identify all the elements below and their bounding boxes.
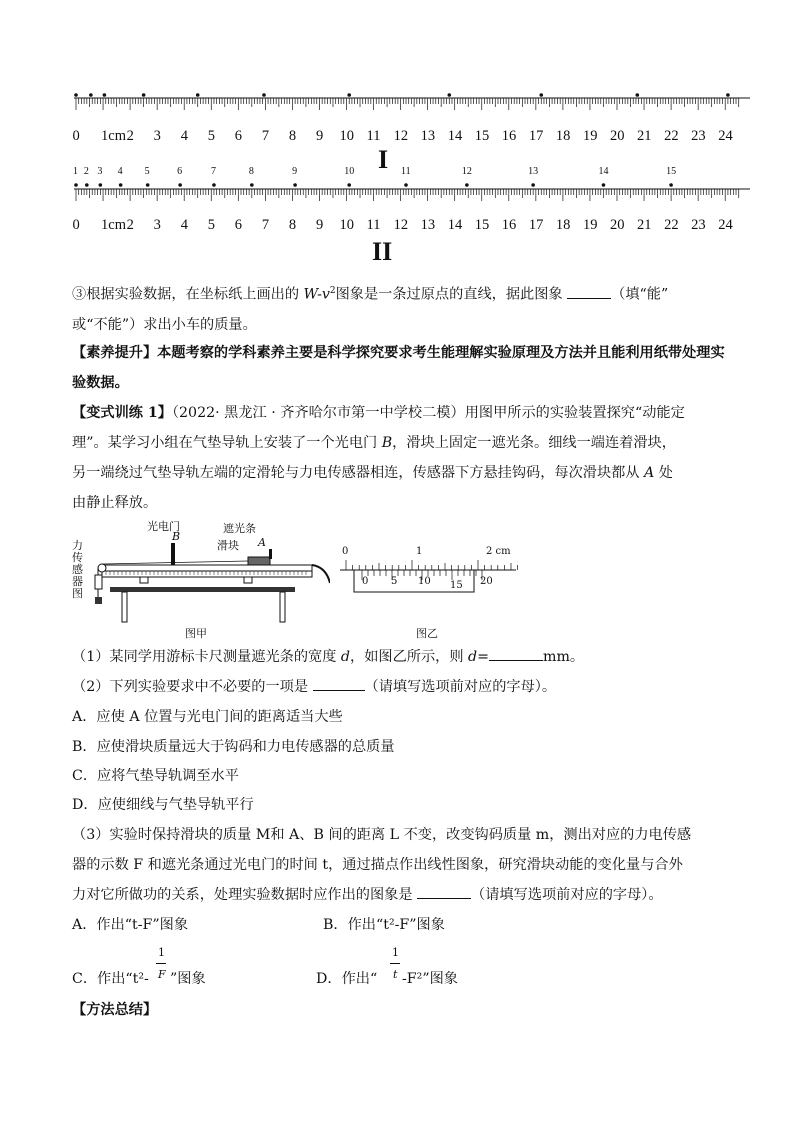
ruler-label: 11 bbox=[366, 128, 381, 144]
tape-dot bbox=[404, 183, 408, 187]
dot-label: 1 bbox=[73, 166, 78, 177]
ruler-label: 5 bbox=[207, 217, 215, 233]
ruler-label: 19 bbox=[582, 128, 598, 144]
tape-dot bbox=[196, 93, 200, 97]
tape-dot bbox=[602, 183, 606, 187]
option-B: B．应使滑块质量远大于钩码和力电传感器的总质量 bbox=[72, 739, 395, 755]
vernier-sub-4: 20 bbox=[480, 576, 493, 587]
dot-label: 10 bbox=[344, 166, 355, 177]
choice-D: D．作出“ 1 t -F²”图象 bbox=[316, 946, 458, 987]
question-1: （1）某同学用游标卡尺测量遮光条的宽度 d，如图乙所示，则 d= mm。 bbox=[72, 642, 732, 672]
tape-1-label: I bbox=[378, 145, 389, 174]
figure-apparatus bbox=[70, 515, 330, 640]
tape-dot bbox=[74, 183, 78, 187]
ruler-label: 8 bbox=[288, 128, 297, 144]
ruler-label: 17 bbox=[528, 217, 544, 233]
ruler-label: 15 bbox=[474, 217, 490, 233]
tape-1-ticks bbox=[76, 98, 739, 110]
vernier-sub-0: 0 bbox=[362, 576, 369, 587]
ruler-label: 7 bbox=[261, 217, 270, 233]
tape-1-dots bbox=[74, 93, 730, 97]
ruler-label: 3 bbox=[153, 128, 161, 144]
ruler-label: 23 bbox=[691, 217, 706, 233]
dot-label: 15 bbox=[666, 166, 677, 177]
variant-training: 【变式训练 1】（2022· 黑龙江 · 齐齐哈尔市第一中学校二模）用图甲所示的实验装置探究“动能定 理”。某学习小组在气垫导轨上安装了一个光电门 B，滑块上固定一遮光条。细线一端连着滑块， 另一端绕过气垫导轨左端的定滑轮与力电传感器相连，传感器下方悬挂钩码，每次滑块都从 A 处 由静止释放。 bbox=[72, 405, 685, 511]
tape-dot bbox=[146, 183, 150, 187]
tape-dot bbox=[293, 183, 297, 187]
figure-vernier bbox=[336, 540, 526, 640]
ruler-label: 23 bbox=[691, 128, 706, 144]
ruler-label: 14 bbox=[447, 128, 463, 144]
ruler-label: 11 bbox=[366, 217, 381, 233]
tape-1-ruler-labels bbox=[60, 128, 760, 148]
label-sensor: 力 传 感 器 图 bbox=[72, 539, 83, 600]
ruler-label: 4 bbox=[180, 217, 188, 233]
tape-dot bbox=[726, 93, 730, 97]
ruler-label: 16 bbox=[501, 128, 517, 144]
ruler-label: 6 bbox=[234, 217, 243, 233]
vernier-main-1: 1 bbox=[416, 546, 423, 557]
dot-label: 14 bbox=[598, 166, 609, 177]
ruler-label: 2 bbox=[126, 128, 134, 144]
tape-2-ticks bbox=[76, 189, 739, 201]
tape-dot bbox=[74, 93, 78, 97]
label-shade: 遮光条 bbox=[223, 522, 256, 535]
tape-dot bbox=[212, 183, 216, 187]
caption-figure-a: 图甲 bbox=[185, 627, 207, 640]
tape-dot bbox=[103, 93, 107, 97]
answer-blank[interactable] bbox=[567, 284, 611, 299]
ruler-label: 16 bbox=[501, 217, 517, 233]
label-B: B bbox=[172, 530, 181, 543]
ruler-label: 20 bbox=[610, 128, 625, 144]
dot-label: 7 bbox=[210, 166, 216, 177]
vernier-main-0: 0 bbox=[342, 546, 349, 557]
ruler-label: 6 bbox=[234, 128, 243, 144]
tape-dot bbox=[669, 183, 673, 187]
ruler-label: 9 bbox=[315, 217, 324, 233]
ruler-label: 22 bbox=[664, 128, 679, 144]
tape-dot bbox=[347, 93, 351, 97]
tape-2-dots bbox=[74, 183, 673, 187]
tape-2-label: II bbox=[372, 237, 393, 266]
dot-label: 12 bbox=[461, 166, 472, 177]
tape-dot bbox=[89, 93, 93, 97]
tape-dot bbox=[465, 183, 469, 187]
label-photogate: 光电门 bbox=[147, 520, 180, 533]
tape-dot bbox=[142, 93, 146, 97]
ruler-label: 20 bbox=[610, 217, 625, 233]
option-D: D．应使细线与气垫导轨平行 bbox=[72, 797, 254, 813]
ruler-label: 18 bbox=[555, 217, 571, 233]
answer-blank-q2[interactable] bbox=[313, 676, 365, 691]
ruler-label: 9 bbox=[315, 128, 324, 144]
ruler-label: 13 bbox=[420, 217, 436, 233]
dot-label: 3 bbox=[97, 166, 103, 177]
tape-2-ruler-labels bbox=[60, 217, 760, 237]
choice-A: A．作出“t-F”图象 bbox=[72, 917, 189, 933]
dot-label: 5 bbox=[144, 166, 150, 177]
vernier-sub-3: 15 bbox=[450, 580, 463, 591]
ruler-label: 12 bbox=[393, 128, 409, 144]
dot-label: 13 bbox=[528, 166, 539, 177]
caption-figure-b: 图乙 bbox=[416, 627, 438, 640]
dot-label: 11 bbox=[401, 166, 411, 177]
tape-dot bbox=[85, 183, 89, 187]
option-A: A．应使 A 位置与光电门间的距离适当大些 bbox=[72, 709, 343, 725]
dot-label: 4 bbox=[117, 166, 123, 177]
ruler-label: 4 bbox=[180, 128, 188, 144]
vernier-sub-1: 5 bbox=[391, 576, 398, 587]
answer-blank-d[interactable] bbox=[489, 646, 543, 661]
ruler-label: 3 bbox=[153, 217, 161, 233]
method-summary: 【方法总结】 bbox=[72, 1002, 158, 1018]
ruler-label: 8 bbox=[288, 217, 297, 233]
tape-dot bbox=[447, 93, 451, 97]
ruler-label: 24 bbox=[718, 217, 733, 233]
question-3b: （3）实验时保持滑块的质量 M和 A、B 间的距离 L 不变，改变钩码质量 m，测出对应的力电传感 器的示数 F 和遮光条通过光电门的时间 t，通过描点作出线性图象，研究滑块动能的变化量与合外 力对它所做功的关系，处理实验数据时应作出的图象是 （请填写选项前对应的字母）。 bbox=[72, 827, 692, 903]
tape-dot bbox=[250, 183, 254, 187]
ruler-label: 10 bbox=[339, 128, 354, 144]
ruler-label: 7 bbox=[261, 128, 270, 144]
choice-B: B．作出“t²-F”图象 bbox=[323, 917, 445, 933]
tape-dot bbox=[262, 93, 266, 97]
apparatus-drawing bbox=[70, 515, 330, 625]
question-3-text: ③根据实验数据，在坐标纸上画出的 $W-v^2$图象是一条过原点的直线，据此图象 （填“能” 或“不能”）求出小车的质量。 bbox=[72, 276, 732, 340]
label-A: A bbox=[258, 536, 266, 549]
dot-label: 9 bbox=[292, 166, 298, 177]
ruler-label: 10 bbox=[339, 217, 354, 233]
answer-blank-q3[interactable] bbox=[417, 884, 471, 899]
dot-label: 2 bbox=[83, 166, 89, 177]
ruler-label: 12 bbox=[393, 217, 409, 233]
vernier-sub-2: 10 bbox=[418, 576, 431, 587]
ruler-label: 21 bbox=[637, 128, 652, 144]
ruler-label: 15 bbox=[474, 128, 490, 144]
tape-dot bbox=[531, 183, 535, 187]
ruler-label: 24 bbox=[718, 128, 733, 144]
ruler-label: 5 bbox=[207, 128, 215, 144]
ruler-label: 22 bbox=[664, 217, 679, 233]
ruler-label: 1cm bbox=[101, 128, 127, 144]
literacy-section: 【素养提升】本题考察的学科素养主要是科学探究要求考生能理解实验原理及方法并且能利用纸带处理实验数据。 bbox=[72, 345, 725, 391]
ruler-label: 2 bbox=[126, 217, 134, 233]
ruler-label: 1cm bbox=[101, 217, 127, 233]
tape-dot bbox=[119, 183, 123, 187]
ruler-label: 0 bbox=[72, 217, 80, 233]
label-slider: 滑块 bbox=[217, 539, 239, 552]
tape-dot bbox=[635, 93, 639, 97]
vernier-main-2: 2 cm bbox=[486, 546, 511, 557]
ruler-label: 18 bbox=[555, 128, 571, 144]
tape-dot bbox=[347, 183, 351, 187]
dot-label: 8 bbox=[248, 166, 254, 177]
question-2: （2）下列实验要求中不必要的一项是 （请填写选项前对应的字母）。 bbox=[72, 672, 732, 702]
choice-C: C．作出“t²- 1 F ”图象 bbox=[72, 946, 206, 987]
option-C: C．应将气垫导轨调至水平 bbox=[72, 768, 239, 784]
ruler-label: 14 bbox=[447, 217, 463, 233]
ruler-label: 19 bbox=[582, 217, 598, 233]
ruler-label: 13 bbox=[420, 128, 436, 144]
tape-dot bbox=[99, 183, 103, 187]
dot-label: 6 bbox=[177, 166, 183, 177]
ruler-label: 17 bbox=[528, 128, 544, 144]
ruler-label: 21 bbox=[637, 217, 652, 233]
tape-dot bbox=[178, 183, 182, 187]
tape-dot bbox=[539, 93, 543, 97]
ruler-label: 0 bbox=[72, 128, 80, 144]
